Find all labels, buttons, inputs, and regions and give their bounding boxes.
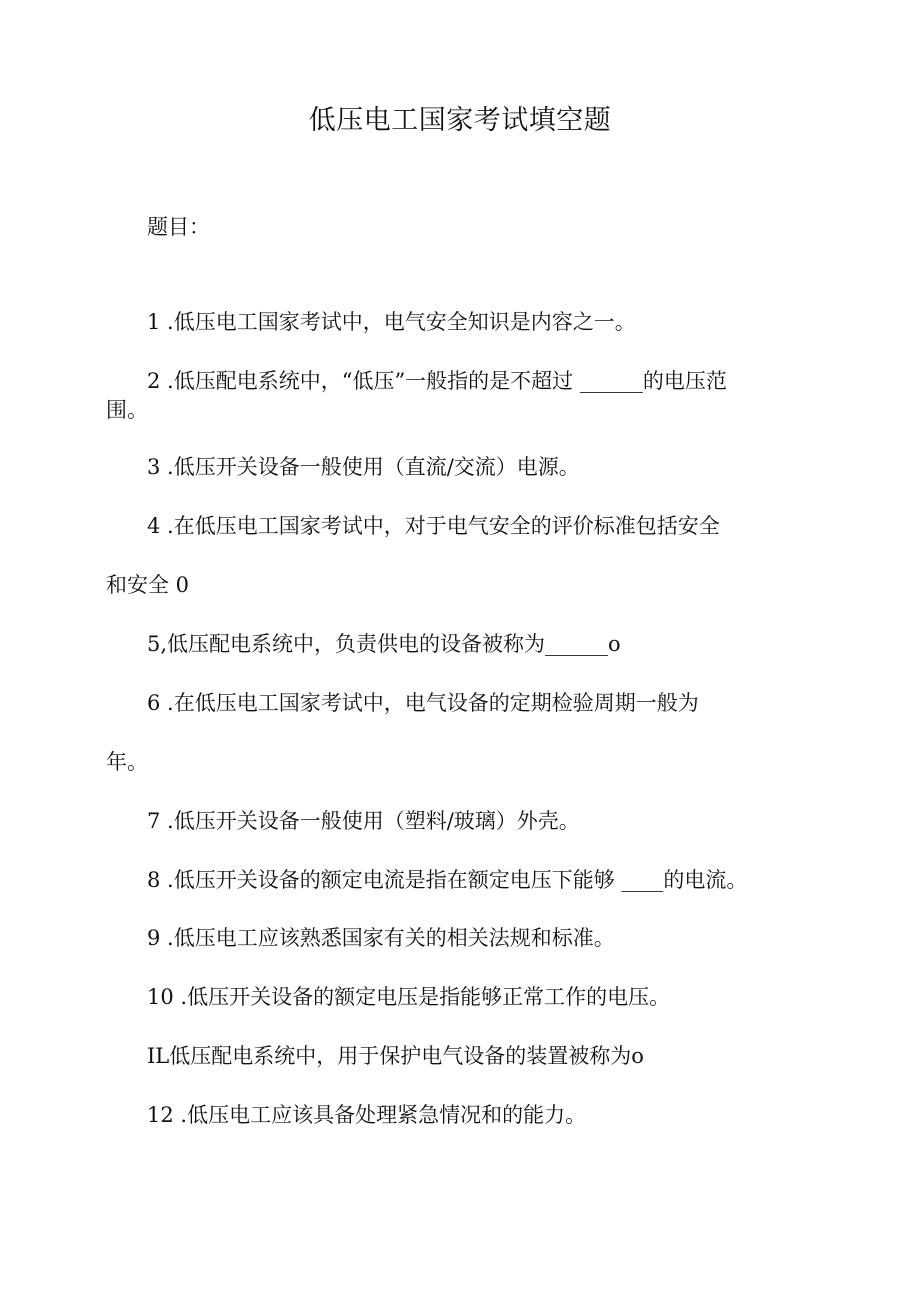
question-line-continuation: 围。 [106, 398, 148, 422]
question-line: 8 .低压开关设备的额定电流是指在额定电压下能够 ____的电流。 [147, 868, 748, 892]
question-line-continuation: 和安全 0 [106, 573, 190, 597]
question-line: 10 .低压开关设备的额定电压是指能够正常工作的电压。 [147, 985, 671, 1009]
question-line: 3 .低压开关设备一般使用（直流/交流）电源。 [147, 455, 580, 479]
question-line-continuation: 年。 [106, 750, 148, 774]
question-line: 4 .在低压电工国家考试中，对于电气安全的评价标准包括安全 [147, 514, 720, 538]
section-label: 题目： [147, 215, 210, 239]
question-line: 12 .低压电工应该具备处理紧急情况和的能力。 [147, 1103, 587, 1127]
question-line: IL低压配电系统中，用于保护电气设备的装置被称为o [147, 1044, 644, 1068]
question-line: 7 .低压开关设备一般使用（塑料/玻璃）外壳。 [147, 809, 580, 833]
document-title: 低压电工国家考试填空题 [308, 105, 612, 136]
question-line: 1 .低压电工国家考试中，电气安全知识是内容之一。 [147, 310, 636, 334]
question-line: 9 .低压电工应该熟悉国家有关的相关法规和标准。 [147, 926, 615, 950]
question-line: 2 .低压配电系统中，“低压”一般指的是不超过 ______的电压范 [147, 369, 727, 393]
question-line: 5,低压配电系统中，负责供电的设备被称为______o [147, 632, 621, 656]
question-line: 6 .在低压电工国家考试中，电气设备的定期检验周期一般为 [147, 691, 699, 715]
